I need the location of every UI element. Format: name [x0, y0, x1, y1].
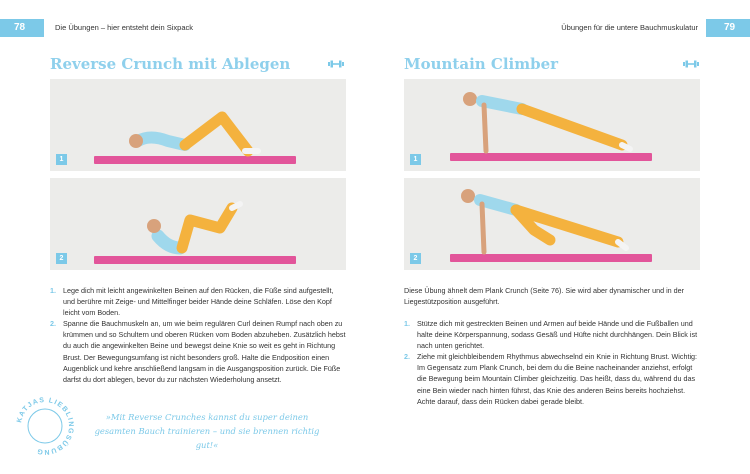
step-badge: 2 — [56, 253, 67, 264]
step-number: 1. — [404, 319, 410, 328]
steps-list-left — [50, 285, 346, 385]
step-item — [404, 318, 700, 351]
exercise-photo — [50, 79, 346, 171]
dumbbell-icon — [683, 60, 699, 68]
exercise-photo — [404, 79, 700, 171]
step-item — [50, 318, 346, 385]
step-number: 2. — [404, 352, 410, 362]
step-text: Ziehe mit gleichbleibendem Rhythmus abwechselnd ein Knie in Richtung Brust. Wichtig: Im Gegensatz zum Plank Crunch, bei dem du die Beine nacheinander anziehst, erfolgt die Bewegung beim Mountain Climber gleichzeitig. Das heißt, dass du, während du das eine Bein wieder nach hinten führst, das Knie des anderen Beins bereits hochziehst. Achte darauf, dass dein Rücken dabei gerade bleibt. — [417, 352, 698, 406]
step-text: Lege dich mit leicht angewinkelten Beinen auf den Rücken, die Füße sind aufgestellt, und berühre mit Zeige- und Mittelfinger beider Hände deine Schläfen. Löse den Kopf leicht vom Boden. — [63, 286, 334, 318]
exercise-title-left: Reverse Crunch mit Ablegen — [50, 55, 291, 73]
favorite-exercise-badge — [14, 395, 76, 457]
step-badge: 1 — [410, 154, 421, 165]
svg-text:KATJAS LIEBLINGSÜBUNG — [16, 397, 74, 455]
step-text: Stütze dich mit gestreckten Beinen und Armen auf beide Hände und die Fußballen und halte deine Körperspannung, sodass Gesäß und Hüfte nicht durchhängen. Dein Blick ist nach unten gerichtet. — [417, 319, 698, 351]
intro-text: Diese Übung ähnelt dem Plank Crunch (Seite 76). Sie wird aber dynamischer und in der Liegestützposition ausgeführt. — [404, 286, 685, 307]
exercise-photo — [50, 178, 346, 270]
athlete-figure — [404, 79, 700, 171]
steps-list-right — [404, 318, 700, 407]
athlete-figure — [50, 79, 346, 171]
running-head-left: Die Übungen – hier entsteht dein Sixpack — [55, 23, 194, 32]
step-item — [50, 285, 346, 318]
step-item — [404, 351, 700, 406]
athlete-figure — [404, 178, 700, 270]
quote: »Mit Reverse Crunches kannst du super deinen gesamten Bauch trainieren – und sie brennen richtig gut!« — [94, 412, 320, 450]
step-number: 1. — [50, 286, 56, 295]
step-text: Spanne die Bauchmuskeln an, um wie beim regulären Curl deinen Rumpf nach oben zu krümmen und so Schultern und oberen Rücken vom Boden abzuheben. Zusätzlich hebst du auch die angewinkelten Beine und bewegst deine Knie so weit es geht in Richtung Brust. Der Bewegungsumfang ist nicht besonders groß. Halte die Endposition einen Augenblick und kehre anschließend langsam in die Ausgangsposition zurück. Die Füße darfst du dort ablegen, bevor du zur nächsten Wiederholung ansetzt. — [63, 319, 346, 384]
running-head-right: Übungen für die untere Bauchmuskulatur — [561, 23, 698, 32]
page-number-right: 79 — [706, 19, 750, 37]
badge-text: KATJAS LIEBLINGSÜBUNG — [16, 396, 75, 456]
exercise-photo — [404, 178, 700, 270]
step-badge: 1 — [56, 154, 67, 165]
step-badge: 2 — [410, 253, 421, 264]
step-number: 2. — [50, 319, 56, 329]
exercise-title-right: Mountain Climber — [404, 55, 559, 73]
dumbbell-icon — [328, 60, 344, 68]
page-number-left: 78 — [0, 19, 44, 37]
athlete-figure — [50, 178, 346, 270]
